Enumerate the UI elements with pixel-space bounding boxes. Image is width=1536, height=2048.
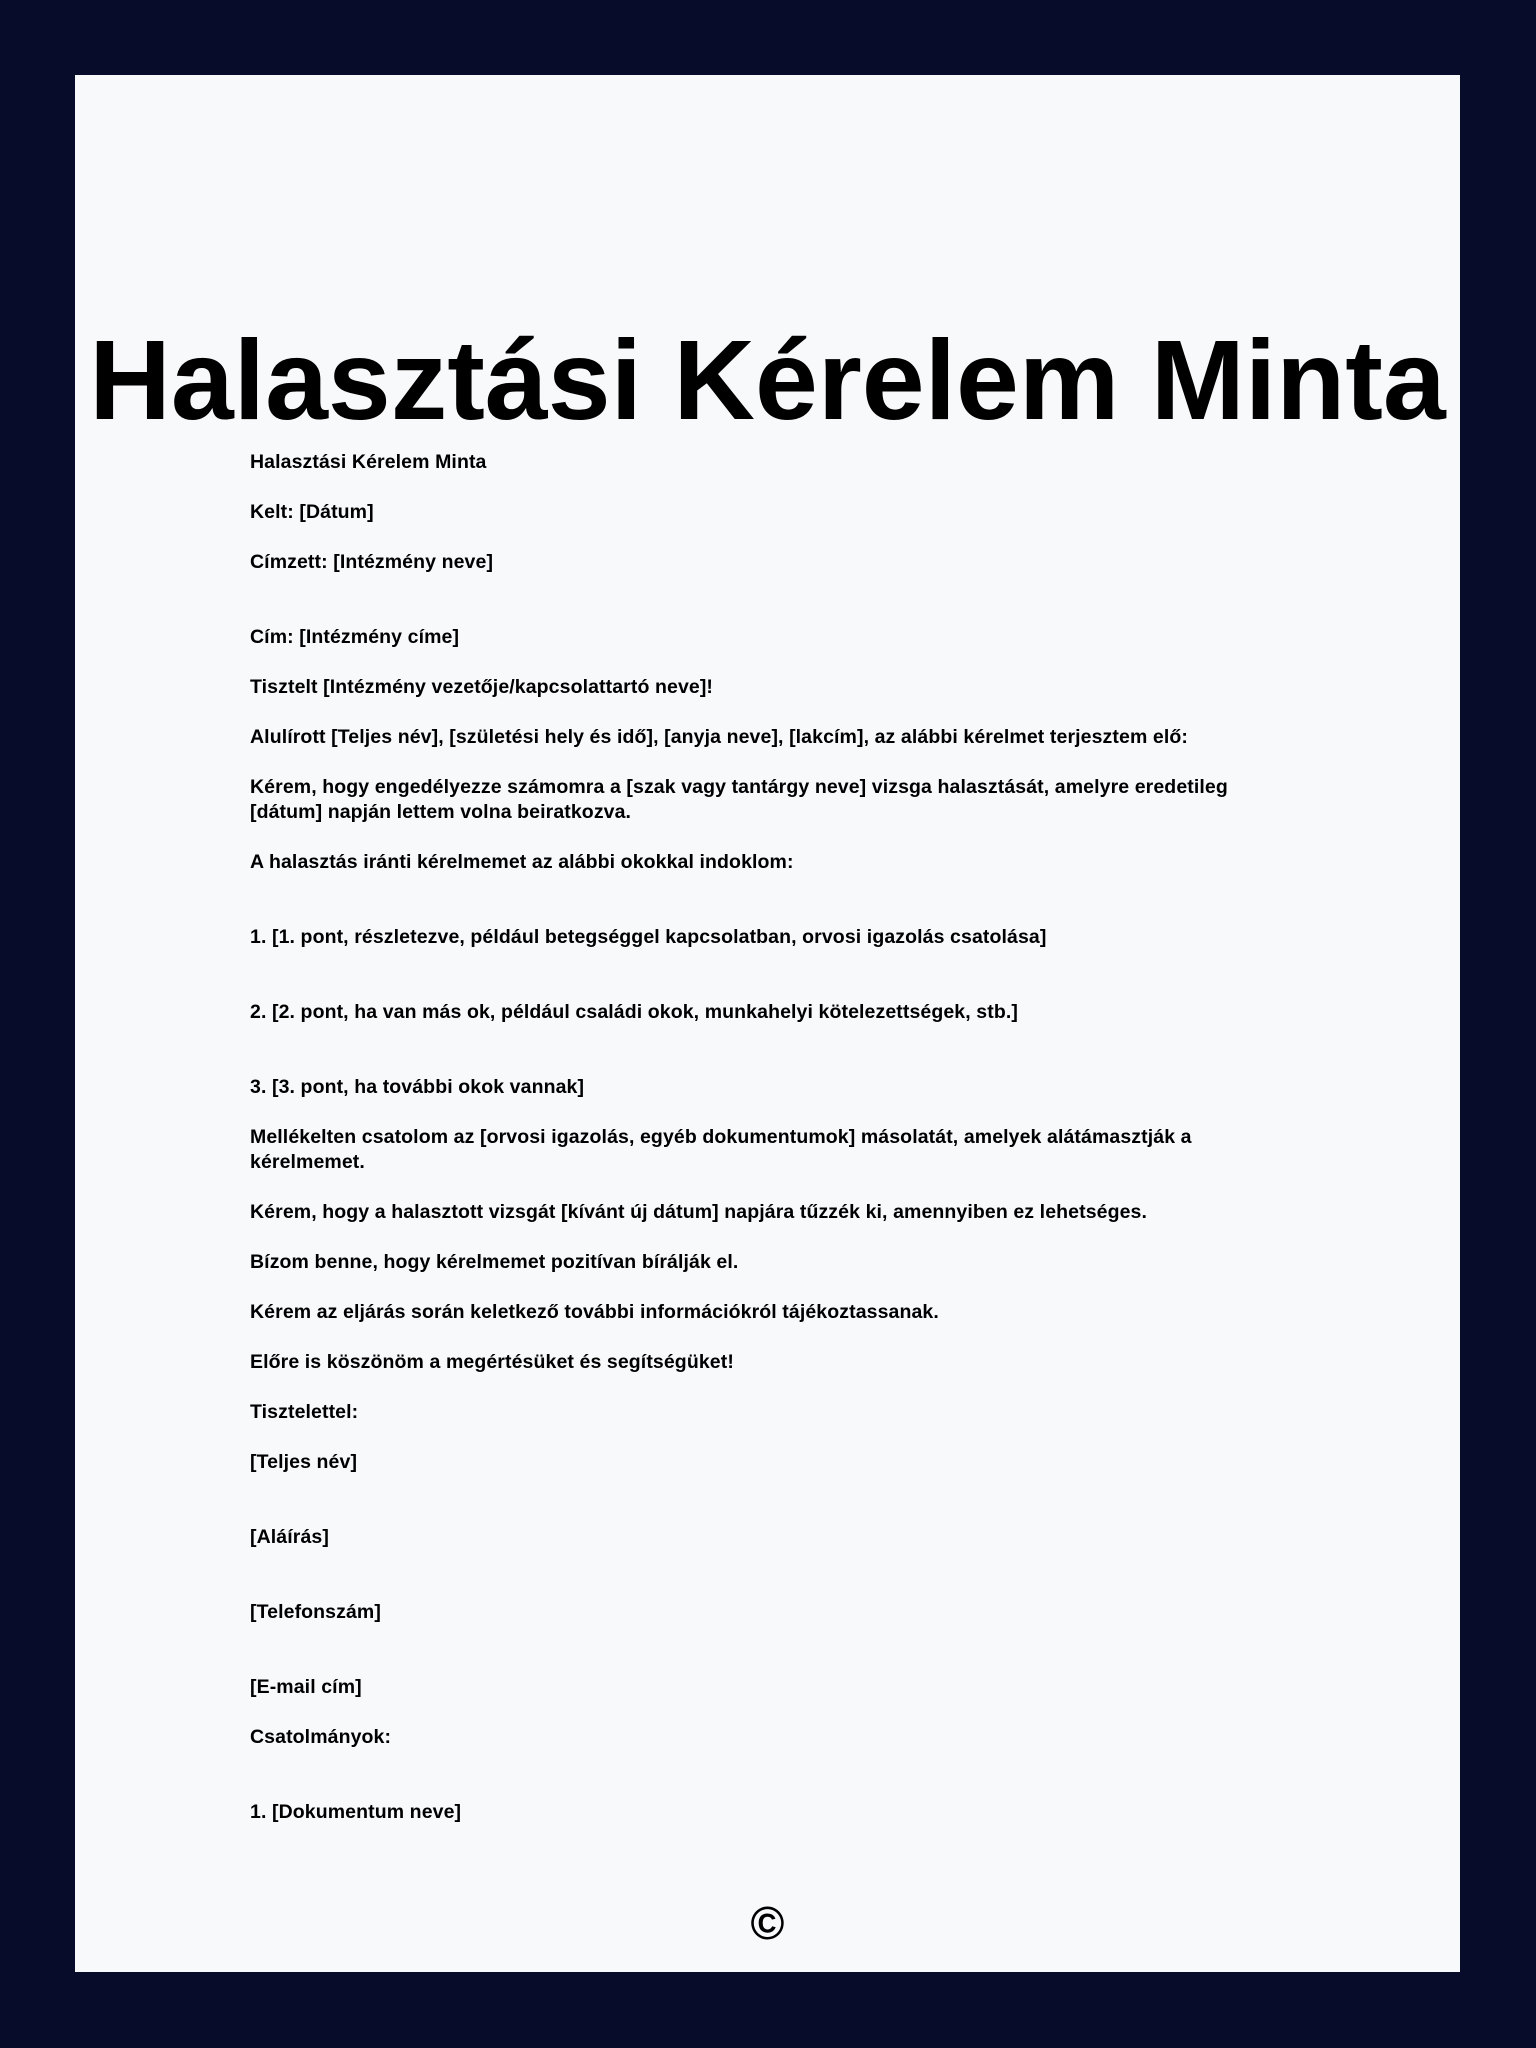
signature-line: [Aláírás] <box>250 1526 329 1548</box>
trust-paragraph: Bízom benne, hogy kérelmemet pozitívan bírálják el. <box>250 1251 739 1273</box>
reason-item-3: 3. [3. pont, ha további okok vannak] <box>250 1076 585 1098</box>
new-date-paragraph: Kérem, hogy a halasztott vizsgát [kívánt új dátum] napjára tűzzék ki, amennyiben ez lehetséges. <box>250 1201 1147 1223</box>
date-line: Kelt: [Dátum] <box>250 501 374 523</box>
reasons-intro: A halasztás iránti kérelmemet az alábbi okokkal indoklom: <box>250 851 794 873</box>
recipient-line: Címzett: [Intézmény neve] <box>250 551 494 573</box>
intro-paragraph: Alulírott [Teljes név], [születési hely és idő], [anyja neve], [lakcím], az alábbi kérelmet terjesztem elő: <box>250 726 1188 748</box>
address-line: Cím: [Intézmény címe] <box>250 626 460 648</box>
document-page <box>75 75 1460 1972</box>
attachments-paragraph: Mellékelten csatolom az [orvosi igazolás, egyéb dokumentumok] másolatát, amelyek alátámasztják a kérelmemet. <box>250 1126 1192 1173</box>
document-title: Halasztási Kérelem Minta <box>89 317 1446 443</box>
phone-line: [Telefonszám] <box>250 1601 381 1623</box>
closing: Tisztelettel: <box>250 1401 359 1423</box>
reason-item-1: 1. [1. pont, részletezve, például betegséggel kapcsolatban, orvosi igazolás csatolása] <box>250 926 1047 948</box>
email-line: [E-mail cím] <box>250 1676 362 1698</box>
attachment-item-1: 1. [Dokumentum neve] <box>250 1801 462 1823</box>
request-paragraph: Kérem, hogy engedélyezze számomra a [szak vagy tantárgy neve] vizsga halasztását, amelyre eredetileg [dátum] napján lettem volna beiratkozva. <box>250 776 1228 823</box>
attachments-heading: Csatolmányok: <box>250 1726 392 1748</box>
salutation: Tisztelt [Intézmény vezetője/kapcsolattartó neve]! <box>250 676 714 698</box>
signature-name: [Teljes név] <box>250 1451 358 1473</box>
letter-heading: Halasztási Kérelem Minta <box>250 451 487 473</box>
reason-item-2: 2. [2. pont, ha van más ok, például családi okok, munkahelyi kötelezettségek, stb.] <box>250 1001 1018 1023</box>
info-request-paragraph: Kérem az eljárás során keletkező további információkról tájékoztassanak. <box>250 1301 939 1323</box>
thanks-paragraph: Előre is köszönöm a megértésüket és segítségüket! <box>250 1351 734 1373</box>
copyright-icon: © <box>750 1897 785 1949</box>
